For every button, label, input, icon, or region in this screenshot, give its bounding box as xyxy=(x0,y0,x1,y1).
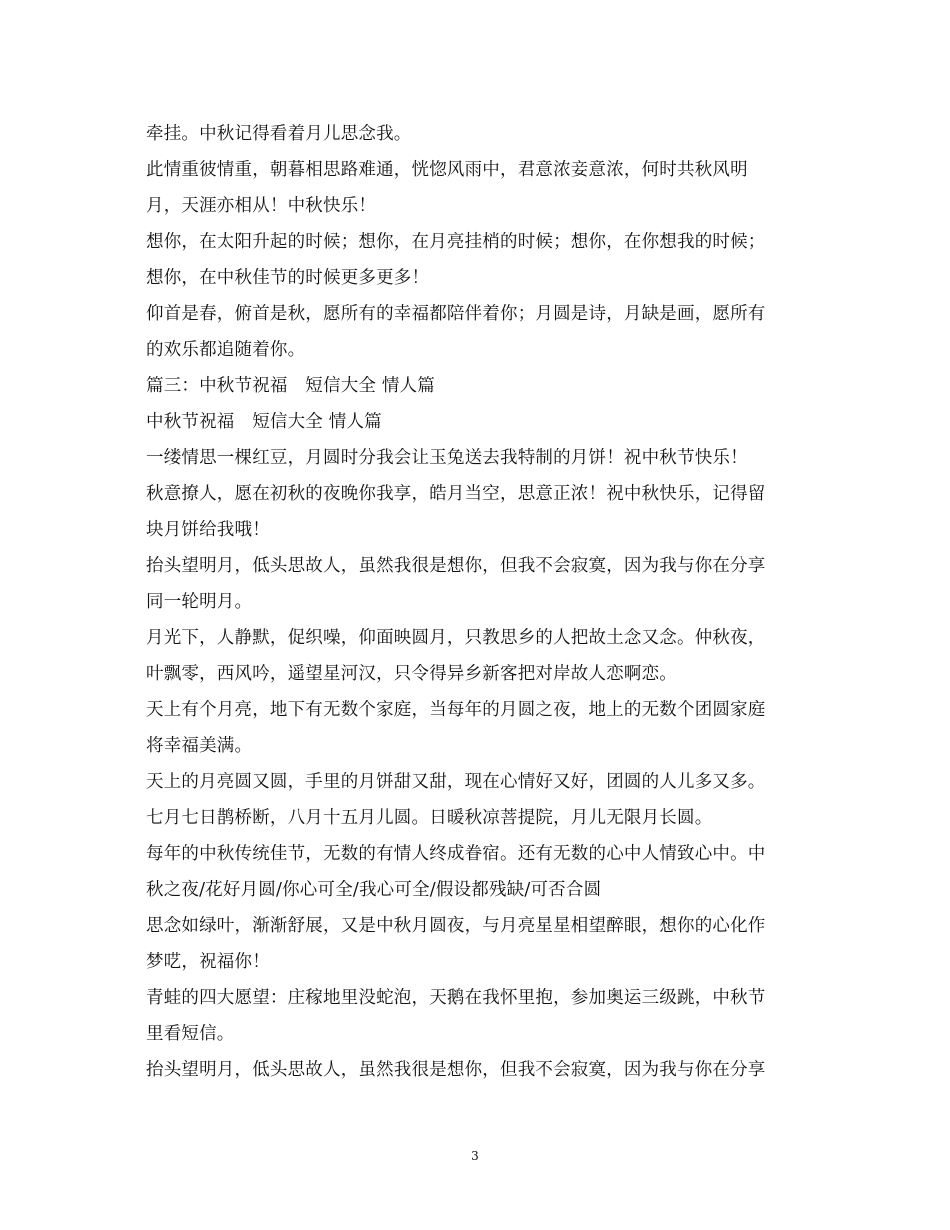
text-line: 月光下，人静默，促织噪，仰面映圆月，只教思乡的人把故土念又念。仲秋夜， xyxy=(146,628,766,648)
text-line: 抬头望明月，低头思故人，虽然我很是想你，但我不会寂寞，因为我与你在分享 xyxy=(146,556,766,576)
text-line: 青蛙的四大愿望：庄稼地里没蛇泡，天鹅在我怀里抱，参加奥运三级跳，中秋节 xyxy=(146,988,766,1008)
text-body xyxy=(146,116,806,1088)
text-line: 抬头望明月，低头思故人，虽然我很是想你，但我不会寂寞，因为我与你在分享 xyxy=(146,1060,766,1080)
section-subheading: 中秋节祝福 短信大全 情人篇 xyxy=(146,412,382,432)
text-line: 叶飘零，西风吟，遥望星河汉，只令得异乡新客把对岸故人恋啊恋。 xyxy=(146,664,677,684)
text-line: 一缕情思一棵红豆，月圆时分我会让玉兔送去我特制的月饼！祝中秋节快乐！ xyxy=(146,448,748,468)
page-number: 3 xyxy=(471,1149,479,1163)
text-line: 想你，在中秋佳节的时候更多更多！ xyxy=(146,268,430,288)
text-line: 的欢乐都追随着你。 xyxy=(146,340,306,360)
text-line: 此情重彼情重，朝暮相思路难通，恍惚风雨中，君意浓妾意浓，何时共秋风明 xyxy=(146,160,748,180)
text-line: 梦呓，祝福你！ xyxy=(146,952,270,972)
text-line: 想你，在太阳升起的时候；想你，在月亮挂梢的时候；想你，在你想我的时候； xyxy=(146,232,766,252)
text-line: 天上的月亮圆又圆，手里的月饼甜又甜，现在心情好又好，团圆的人儿多又多。 xyxy=(146,772,766,792)
text-line: 仰首是春，俯首是秋，愿所有的幸福都陪伴着你；月圆是诗，月缺是画，愿所有 xyxy=(146,304,766,324)
text-line: 块月饼给我哦！ xyxy=(146,520,270,540)
text-line: 每年的中秋传统佳节，无数的有情人终成眷宿。还有无数的心中人情致心中。中 xyxy=(146,844,766,864)
text-line: 里看短信。 xyxy=(146,1024,235,1044)
text-line: 牵挂。中秋记得看着月儿思念我。 xyxy=(146,124,412,144)
text-line: 同一轮明月。 xyxy=(146,592,253,612)
text-line: 将幸福美满。 xyxy=(146,736,253,756)
text-line: 思念如绿叶，渐渐舒展，又是中秋月圆夜，与月亮星星相望醉眼，想你的心化作 xyxy=(146,916,766,936)
text-line: 七月七日鹊桥断，八月十五月儿圆。日暖秋凉菩提院，月儿无限月长圆。 xyxy=(146,808,713,828)
text-line: 月，天涯亦相从！中秋快乐！ xyxy=(146,196,377,216)
text-line: 秋意撩人，愿在初秋的夜晚你我享，皓月当空，思意正浓！祝中秋快乐，记得留 xyxy=(146,484,766,504)
text-line: 秋之夜/花好月圆/你心可全/我心可全/假设都残缺/可否合圆 xyxy=(146,880,602,900)
text-line: 天上有个月亮，地下有无数个家庭，当每年的月圆之夜，地上的无数个团圆家庭 xyxy=(146,700,766,720)
section-heading: 篇三：中秋节祝福 短信大全 情人篇 xyxy=(146,376,435,396)
